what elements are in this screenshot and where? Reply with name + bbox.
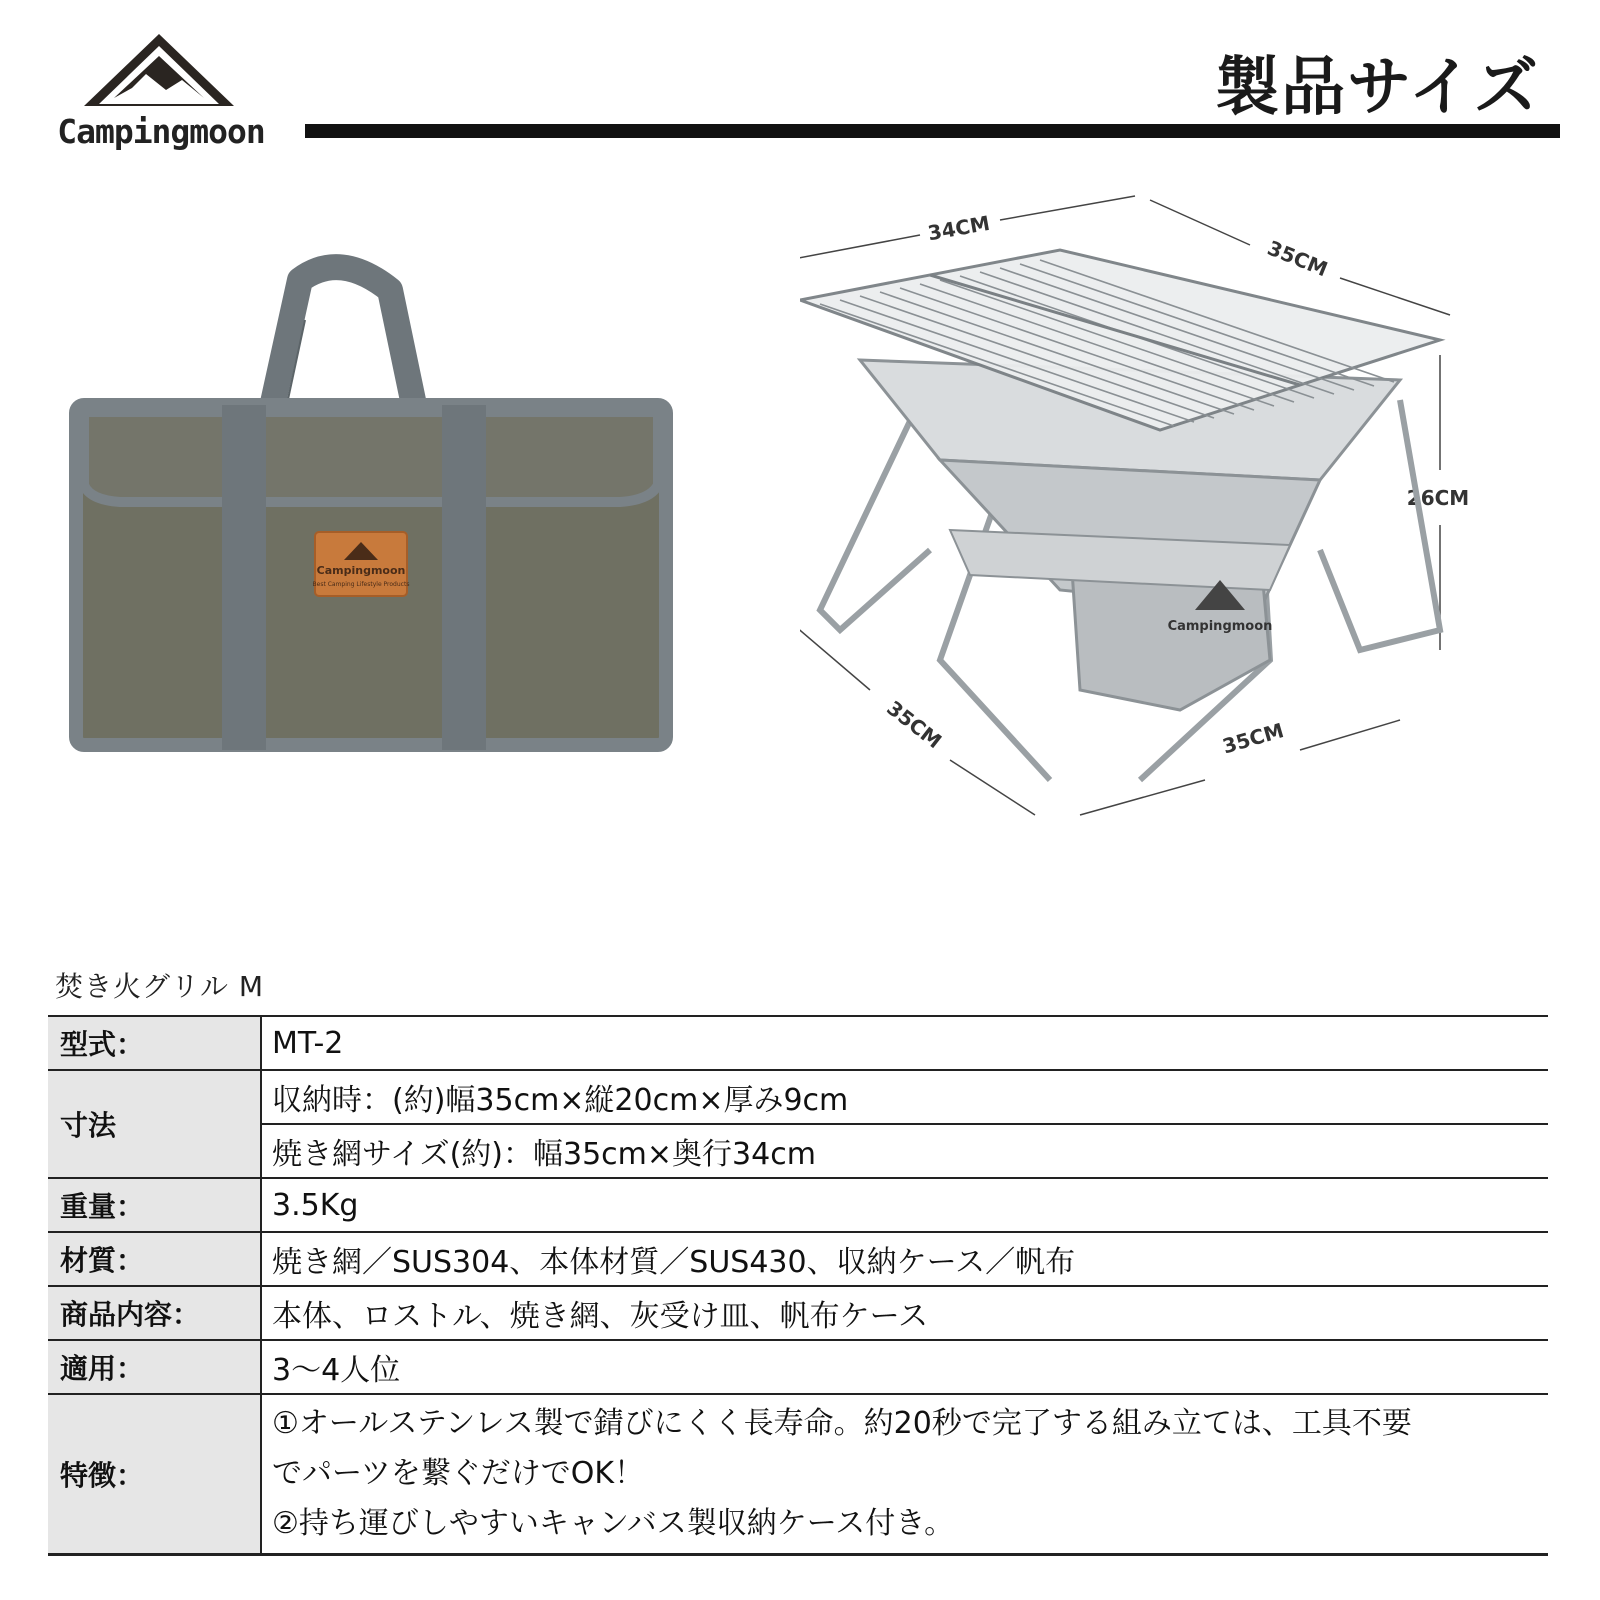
grill-dimension-diagram xyxy=(800,190,1520,870)
spec-value: 本体、ロストル、焼き網、灰受け皿、帆布ケース xyxy=(261,1286,1548,1340)
spec-label: 特徴： xyxy=(48,1394,261,1555)
table-row xyxy=(48,1394,1548,1555)
dimension-base-right: 35CM xyxy=(1219,718,1287,759)
brand-name: Campingmoon xyxy=(57,112,265,151)
patch-tagline: Best Camping Lifestyle Products xyxy=(312,581,410,588)
spec-value: 収納時：(約)幅35cm×縦20cm×厚み9cm xyxy=(261,1070,1548,1124)
spec-value: 3.5Kg xyxy=(261,1178,1548,1232)
page-title: 製品サイズ xyxy=(1215,51,1540,125)
dimension-top-depth: 35CM xyxy=(1264,235,1332,282)
spec-label: 寸法 xyxy=(48,1070,261,1178)
storage-bag-image xyxy=(60,230,700,790)
product-name: 焚き火グリル M xyxy=(55,970,265,1003)
patch-brand: Campingmoon xyxy=(316,564,406,577)
dimension-top-width: 34CM xyxy=(925,210,992,246)
spec-label: 型式： xyxy=(48,1016,261,1070)
spec-value: 焼き網／SUS304、本体材質／SUS430、収納ケース／帆布 xyxy=(261,1232,1548,1286)
table-row xyxy=(48,1124,1548,1178)
spec-label: 適用： xyxy=(48,1340,261,1394)
brand-logo xyxy=(36,30,286,150)
spec-value: 焼き網サイズ(約)：幅35cm×奥行34cm xyxy=(261,1124,1548,1178)
table-row xyxy=(48,1286,1548,1340)
spec-value: 3～4人位 xyxy=(261,1340,1548,1394)
table-row xyxy=(48,1178,1548,1232)
table-row xyxy=(48,1340,1548,1394)
spec-value xyxy=(261,1394,1548,1555)
spec-value: MT-2 xyxy=(261,1016,1548,1070)
feature-line: ②持ち運びしやすいキャンバス製収納ケース付き。 xyxy=(272,1506,955,1541)
mountain-logo-icon xyxy=(84,30,234,110)
table-row xyxy=(48,1232,1548,1286)
spec-label: 重量： xyxy=(48,1178,261,1232)
feature-line: ①オールステンレス製で錆びにくく長寿命。約20秒で完了する組み立ては、工具不要 xyxy=(272,1406,1412,1441)
spec-label: 材質： xyxy=(48,1232,261,1286)
dimension-height: 26CM xyxy=(1406,486,1470,510)
grill-emblem: Campingmoon xyxy=(1167,619,1273,634)
dimension-base-left: 35CM xyxy=(882,695,947,754)
table-row xyxy=(48,1016,1548,1070)
spec-label: 商品内容： xyxy=(48,1286,261,1340)
spec-table xyxy=(48,1015,1548,1556)
table-row xyxy=(48,1070,1548,1124)
feature-line: でパーツを繋ぐだけでOK！ xyxy=(272,1456,645,1491)
